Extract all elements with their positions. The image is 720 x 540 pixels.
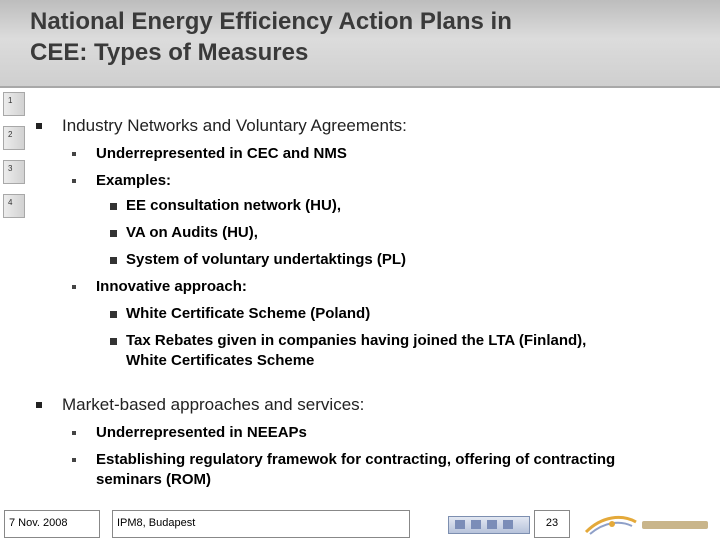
bullet-marker — [110, 230, 117, 237]
bullet-voluntary-undertakings: System of voluntary undertaktings (PL) — [126, 251, 407, 268]
bullet-white-certificate: White Certificate Scheme (Poland) — [126, 305, 371, 322]
title-line-1: National Energy Efficiency Action Plans in — [30, 8, 512, 35]
bullet-marker — [72, 285, 76, 289]
bullet-marker — [72, 458, 76, 462]
bullet-regulatory-line-1: Establishing regulatory framewok for contracting, offering of contracting — [96, 451, 616, 468]
section-tab-1[interactable]: 1 — [3, 92, 25, 116]
bullet-tax-rebates-line-2: White Certificates Scheme — [126, 352, 315, 369]
bullet-marker — [72, 431, 76, 435]
section-tab-2[interactable]: 2 — [3, 126, 25, 150]
bullet-examples: Examples: — [96, 172, 172, 189]
bullet-ee-consultation: EE consultation network (HU), — [126, 197, 342, 214]
section-tab-3[interactable]: 3 — [3, 160, 25, 184]
bullet-underrepresented-cec: Underrepresented in CEC and NMS — [96, 145, 347, 162]
bullet-marker — [110, 311, 117, 318]
bullet-regulatory-line-2: seminars (ROM) — [96, 471, 212, 488]
bullet-innovative-approach: Innovative approach: — [96, 278, 247, 295]
header-divider — [0, 86, 720, 88]
page-title — [30, 6, 512, 68]
bullet-marker — [36, 402, 42, 408]
bullet-marker — [72, 152, 76, 156]
slide-footer — [0, 510, 720, 540]
section-tab-4[interactable]: 4 — [3, 194, 25, 218]
footer-conference: IPM8, Budapest — [112, 510, 410, 538]
bullet-tax-rebates-line-1: Tax Rebates given in companies having joined the LTA (Finland), — [126, 332, 587, 349]
bullet-marker — [72, 179, 76, 183]
partner-logo — [448, 516, 530, 534]
bullet-marker — [110, 203, 117, 210]
bullet-marker — [110, 338, 117, 345]
title-line-2: CEE: Types of Measures — [30, 39, 309, 66]
organization-logo — [582, 512, 712, 538]
bullet-underrepresented-neeaps: Underrepresented in NEEAPs — [96, 424, 307, 441]
bullet-tax-rebates — [126, 331, 586, 371]
bullet-marker — [110, 257, 117, 264]
slide-header — [0, 0, 720, 86]
bullet-market-based: Market-based approaches and services: — [62, 395, 365, 414]
bullet-va-audits: VA on Audits (HU), — [126, 224, 258, 241]
bullet-industry-networks: Industry Networks and Voluntary Agreements: — [62, 116, 407, 135]
bullet-regulatory-framework — [96, 450, 615, 490]
bullet-marker — [36, 123, 42, 129]
footer-date: 7 Nov. 2008 — [4, 510, 100, 538]
page-number: 23 — [534, 510, 570, 538]
